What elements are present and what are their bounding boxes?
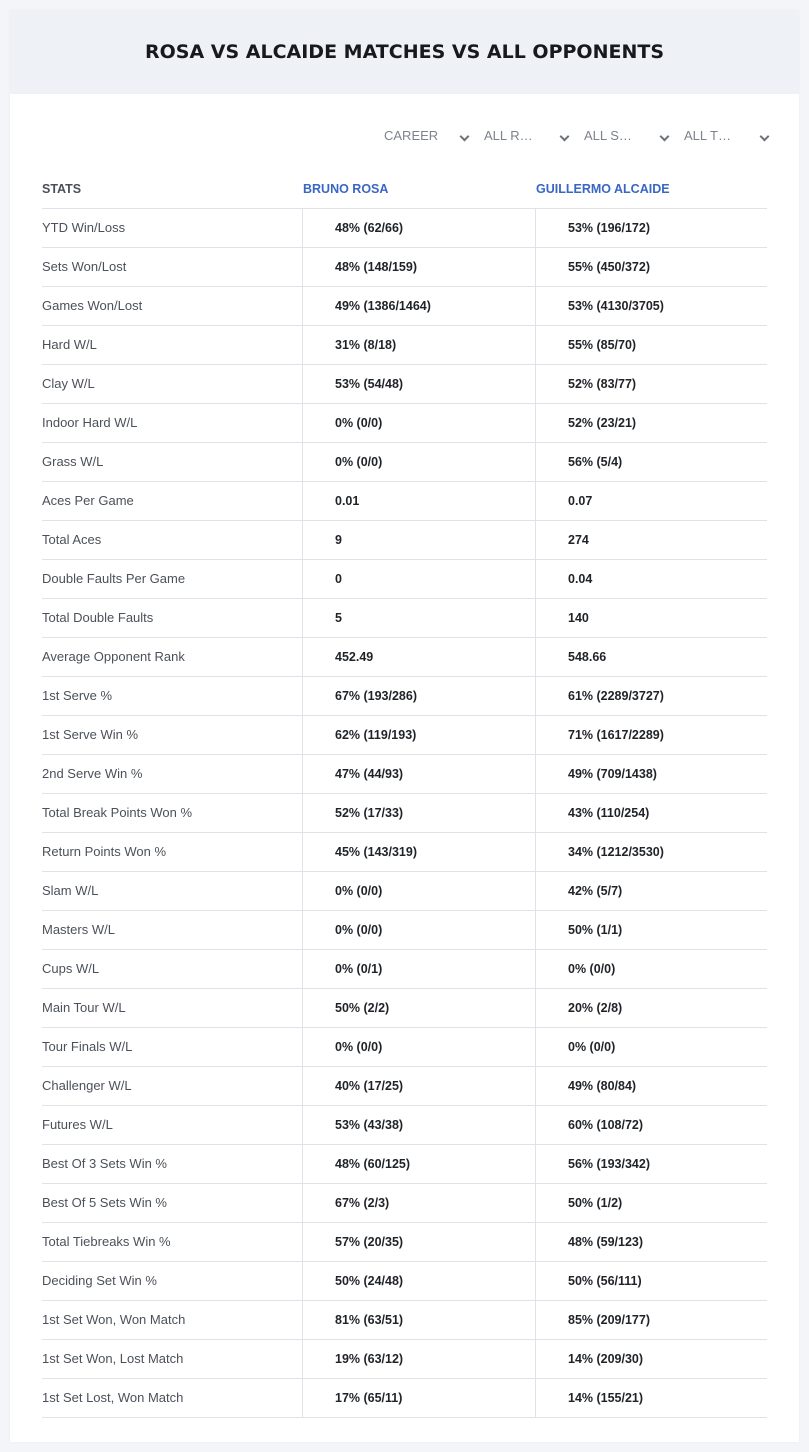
- stat-label: Cups W/L: [42, 961, 100, 976]
- stat-label: 2nd Serve Win %: [42, 766, 143, 781]
- table-row: [42, 950, 767, 989]
- player1-stat-value: 52% (17/33): [302, 794, 535, 832]
- filter-surface-select[interactable]: [584, 126, 668, 150]
- player2-stat-value: 0% (0/0): [535, 1028, 767, 1066]
- filter-round-label: ALL R…: [484, 128, 533, 143]
- table-row: [42, 1301, 767, 1340]
- table-row: [42, 1379, 767, 1418]
- player1-stat-value: 50% (2/2): [302, 989, 535, 1027]
- stat-label: YTD Win/Loss: [42, 220, 126, 235]
- player2-stat-value: 14% (155/21): [535, 1379, 767, 1417]
- stat-label: 1st Set Won, Lost Match: [42, 1351, 184, 1366]
- table-row: [42, 911, 767, 950]
- table-row: [42, 1067, 767, 1106]
- stat-label: Indoor Hard W/L: [42, 415, 138, 430]
- filter-round-select[interactable]: [484, 126, 568, 150]
- player1-stat-value: 0% (0/0): [302, 1028, 535, 1066]
- player2-stat-value: 71% (1617/2289): [535, 716, 767, 754]
- stat-label: Total Tiebreaks Win %: [42, 1234, 171, 1249]
- stat-label: Total Aces: [42, 532, 102, 547]
- table-row: [42, 677, 767, 716]
- player2-stat-value: 60% (108/72): [535, 1106, 767, 1144]
- player2-stat-value: 48% (59/123): [535, 1223, 767, 1261]
- table-row: [42, 1223, 767, 1262]
- player2-stat-value: 55% (85/70): [535, 326, 767, 364]
- stat-label: Clay W/L: [42, 376, 95, 391]
- filter-bar: [384, 126, 784, 150]
- table-row: [42, 1262, 767, 1301]
- filter-tournament-select[interactable]: [684, 126, 768, 150]
- player2-stat-value: 20% (2/8): [535, 989, 767, 1027]
- player1-stat-value: 67% (193/286): [302, 677, 535, 715]
- stat-label: Return Points Won %: [42, 844, 167, 859]
- player2-stat-value: 52% (23/21): [535, 404, 767, 442]
- column-header-stats: STATS: [42, 182, 82, 196]
- table-row: [42, 560, 767, 599]
- stat-label: Aces Per Game: [42, 493, 134, 508]
- table-row: [42, 326, 767, 365]
- stat-label: 1st Set Won, Won Match: [42, 1312, 186, 1327]
- player1-stat-value: 0% (0/0): [302, 872, 535, 910]
- player2-stat-value: 56% (193/342): [535, 1145, 767, 1183]
- stat-label: Slam W/L: [42, 883, 99, 898]
- player1-stat-value: 9: [302, 521, 535, 559]
- stat-label: Games Won/Lost: [42, 298, 143, 313]
- stat-label: Challenger W/L: [42, 1078, 132, 1093]
- player2-stat-value: 61% (2289/3727): [535, 677, 767, 715]
- player1-stat-value: 0% (0/0): [302, 911, 535, 949]
- player1-stat-value: 0% (0/0): [302, 404, 535, 442]
- stat-label: Hard W/L: [42, 337, 97, 352]
- stat-label: Average Opponent Rank: [42, 649, 185, 664]
- chevron-down-icon: [756, 126, 768, 146]
- player2-stat-value: 274: [535, 521, 767, 559]
- player2-stat-value: 0% (0/0): [535, 950, 767, 988]
- page-title: ROSA VS ALCAIDE MATCHES VS ALL OPPONENTS: [144, 41, 665, 63]
- filter-period-label: CAREER: [384, 128, 439, 143]
- player2-stat-value: 53% (196/172): [535, 209, 767, 247]
- stats-card: [10, 10, 799, 1442]
- table-header: [42, 170, 767, 208]
- player1-stat-value: 0% (0/0): [302, 443, 535, 481]
- player2-stat-value: 85% (209/177): [535, 1301, 767, 1339]
- player1-stat-value: 48% (148/159): [302, 248, 535, 286]
- player1-stat-value: 62% (119/193): [302, 716, 535, 754]
- player1-stat-value: 17% (65/11): [302, 1379, 535, 1417]
- table-row: [42, 404, 767, 443]
- table-row: [42, 1184, 767, 1223]
- table-row: [42, 248, 767, 287]
- stat-label: Main Tour W/L: [42, 1000, 126, 1015]
- player1-stat-value: 0: [302, 560, 535, 598]
- table-row: [42, 638, 767, 677]
- table-row: [42, 287, 767, 326]
- player1-stat-value: 50% (24/48): [302, 1262, 535, 1300]
- player1-stat-value: 452.49: [302, 638, 535, 676]
- stat-label: Masters W/L: [42, 922, 115, 937]
- player1-stat-value: 47% (44/93): [302, 755, 535, 793]
- player1-link[interactable]: BRUNO ROSA: [303, 182, 389, 196]
- player2-stat-value: 0.04: [535, 560, 767, 598]
- table-row: [42, 833, 767, 872]
- table-row: [42, 1106, 767, 1145]
- card-header: [10, 10, 799, 94]
- player1-stat-value: 53% (43/38): [302, 1106, 535, 1144]
- stat-label: Double Faults Per Game: [42, 571, 186, 586]
- player1-stat-value: 67% (2/3): [302, 1184, 535, 1222]
- player1-stat-value: 5: [302, 599, 535, 637]
- stats-table: [42, 208, 767, 1418]
- player2-stat-value: 548.66: [535, 638, 767, 676]
- table-row: [42, 872, 767, 911]
- stat-label: Total Double Faults: [42, 610, 154, 625]
- player1-stat-value: 48% (60/125): [302, 1145, 535, 1183]
- table-row: [42, 716, 767, 755]
- player2-stat-value: 42% (5/7): [535, 872, 767, 910]
- player2-stat-value: 52% (83/77): [535, 365, 767, 403]
- player2-stat-value: 43% (110/254): [535, 794, 767, 832]
- player2-stat-value: 140: [535, 599, 767, 637]
- player2-stat-value: 50% (1/2): [535, 1184, 767, 1222]
- player1-stat-value: 45% (143/319): [302, 833, 535, 871]
- table-row: [42, 794, 767, 833]
- stat-label: Total Break Points Won %: [42, 805, 193, 820]
- filter-period-select[interactable]: [384, 126, 468, 150]
- stat-label: Grass W/L: [42, 454, 104, 469]
- filter-surface-label: ALL S…: [584, 128, 632, 143]
- player1-stat-value: 81% (63/51): [302, 1301, 535, 1339]
- table-row: [42, 209, 767, 248]
- chevron-down-icon: [456, 126, 468, 146]
- table-row: [42, 1028, 767, 1067]
- stat-label: 1st Set Lost, Won Match: [42, 1390, 184, 1405]
- stat-label: Best Of 5 Sets Win %: [42, 1195, 167, 1210]
- player2-stat-value: 55% (450/372): [535, 248, 767, 286]
- stat-label: Sets Won/Lost: [42, 259, 127, 274]
- chevron-down-icon: [556, 126, 568, 146]
- player2-stat-value: 50% (1/1): [535, 911, 767, 949]
- table-row: [42, 482, 767, 521]
- player2-stat-value: 14% (209/30): [535, 1340, 767, 1378]
- player1-stat-value: 57% (20/35): [302, 1223, 535, 1261]
- player2-stat-value: 34% (1212/3530): [535, 833, 767, 871]
- player1-stat-value: 40% (17/25): [302, 1067, 535, 1105]
- player1-stat-value: 0.01: [302, 482, 535, 520]
- stat-label: Deciding Set Win %: [42, 1273, 157, 1288]
- player2-link[interactable]: GUILLERMO ALCAIDE: [536, 182, 670, 196]
- table-row: [42, 365, 767, 404]
- player2-stat-value: 50% (56/111): [535, 1262, 767, 1300]
- stat-label: Best Of 3 Sets Win %: [42, 1156, 167, 1171]
- stat-label: Tour Finals W/L: [42, 1039, 133, 1054]
- player2-stat-value: 49% (80/84): [535, 1067, 767, 1105]
- table-row: [42, 599, 767, 638]
- table-row: [42, 443, 767, 482]
- stat-label: 1st Serve Win %: [42, 727, 139, 742]
- filter-tournament-label: ALL T…: [684, 128, 731, 143]
- table-row: [42, 755, 767, 794]
- player2-stat-value: 56% (5/4): [535, 443, 767, 481]
- table-row: [42, 521, 767, 560]
- player2-stat-value: 53% (4130/3705): [535, 287, 767, 325]
- player1-stat-value: 49% (1386/1464): [302, 287, 535, 325]
- table-row: [42, 989, 767, 1028]
- player1-stat-value: 31% (8/18): [302, 326, 535, 364]
- chevron-down-icon: [656, 126, 668, 146]
- player1-stat-value: 19% (63/12): [302, 1340, 535, 1378]
- player1-stat-value: 0% (0/1): [302, 950, 535, 988]
- stat-label: 1st Serve %: [42, 688, 113, 703]
- table-row: [42, 1340, 767, 1379]
- player2-stat-value: 49% (709/1438): [535, 755, 767, 793]
- stat-label: Futures W/L: [42, 1117, 113, 1132]
- table-row: [42, 1145, 767, 1184]
- player2-stat-value: 0.07: [535, 482, 767, 520]
- player1-stat-value: 53% (54/48): [302, 365, 535, 403]
- player1-stat-value: 48% (62/66): [302, 209, 535, 247]
